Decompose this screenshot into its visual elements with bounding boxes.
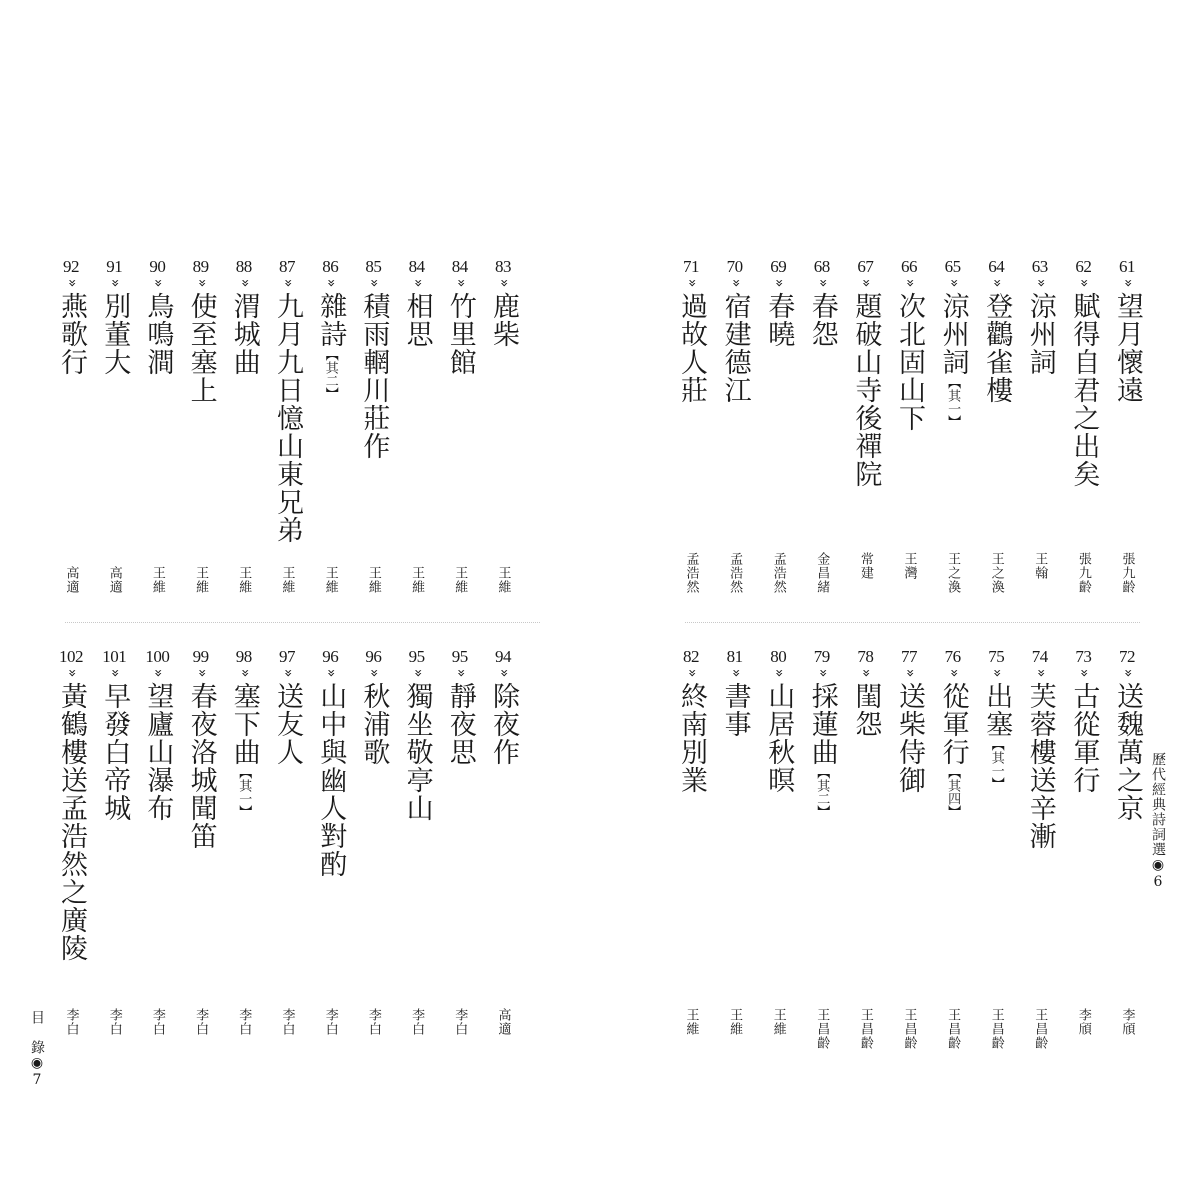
poet-name [351, 566, 395, 594]
poem-title: 春怨 [806, 292, 838, 348]
toc-entry[interactable] [265, 258, 309, 544]
poet-name-text: 王之渙 [945, 552, 961, 594]
page-number: 67 [857, 257, 874, 276]
poet-name-text: 孟浩然 [683, 552, 699, 594]
double-chevron-icon: » [945, 278, 962, 288]
poem-title: 塞下曲 [228, 682, 260, 766]
poet-name-text: 高適 [106, 566, 122, 594]
poet-name-text: 高適 [495, 1008, 511, 1036]
poem-title: 望廬山瀑布 [142, 682, 174, 822]
page-number: 98 [235, 647, 252, 666]
double-chevron-icon: » [193, 278, 210, 288]
page-number: 81 [726, 647, 743, 666]
poet-name [265, 566, 309, 594]
double-chevron-icon: » [902, 668, 918, 678]
double-chevron-icon: » [1032, 278, 1049, 288]
poet-name [49, 1008, 93, 1036]
poet-name [713, 1008, 757, 1036]
page-number: 76 [944, 647, 961, 666]
toc-entry[interactable] [92, 258, 136, 376]
poem-title: 送魏萬之京 [1112, 682, 1143, 822]
toc-entry[interactable] [1061, 258, 1105, 488]
toc-entry[interactable] [931, 258, 975, 428]
page-number: 95 [408, 647, 425, 666]
toc-entry[interactable] [265, 648, 309, 766]
poet-name [308, 566, 352, 594]
page-number: 74 [1031, 647, 1048, 666]
poet-name-text: 張九齡 [1075, 552, 1091, 594]
page-number: 90 [149, 257, 166, 276]
page-number: 101 [102, 647, 127, 666]
poem-title: 次北固山下 [894, 292, 925, 432]
poem-title: 涼州詞 [1024, 292, 1056, 376]
page-number: 85 [365, 257, 382, 276]
poet-name [92, 566, 136, 594]
poem-title: 別董大 [99, 292, 131, 376]
poem-title: 送柴侍御 [894, 682, 925, 794]
poet-name-text: 李白 [279, 1008, 295, 1036]
toc-entry[interactable] [756, 258, 800, 348]
poem-title: 秋浦歌 [358, 682, 390, 766]
poet-name [135, 566, 179, 594]
section-divider [65, 622, 540, 623]
toc-entry[interactable] [669, 258, 713, 404]
poet-name-text: 王維 [365, 566, 381, 594]
page-number: 102 [59, 647, 83, 666]
poet-name [481, 1008, 525, 1036]
toc-entry[interactable] [887, 258, 931, 432]
toc-entry[interactable] [887, 648, 931, 794]
page-number: 82 [683, 647, 699, 666]
poem-title: 宿建德江 [719, 292, 751, 404]
page-number: 79 [813, 647, 830, 666]
double-chevron-icon: » [150, 668, 167, 678]
double-chevron-icon: » [236, 668, 253, 678]
poem-title: 登鸛雀樓 [981, 292, 1013, 404]
page-number: 66 [901, 257, 917, 276]
poem-title: 古從軍行 [1068, 682, 1100, 794]
poet-name-text: 王維 [409, 566, 425, 594]
poem-title: 題破山寺後禪院 [850, 292, 882, 488]
poet-name-text: 王維 [149, 566, 165, 594]
poet-name [1061, 1008, 1105, 1036]
page-number: 80 [770, 647, 787, 666]
poet-name-text: 李頎 [1119, 1008, 1135, 1036]
poet-name-text: 王維 [770, 1008, 786, 1036]
poem-title: 賦得自君之出矣 [1068, 292, 1100, 488]
running-head-text: 歷代經典詩詞選◉6 [1150, 752, 1166, 891]
double-chevron-icon: » [771, 278, 788, 288]
page-number: 87 [279, 257, 295, 276]
toc-entry[interactable] [481, 648, 525, 766]
page-number: 62 [1075, 257, 1092, 276]
double-chevron-icon: » [727, 278, 744, 288]
double-chevron-icon: » [280, 668, 296, 678]
running-head-left [22, 1010, 52, 1089]
page-number: 88 [235, 257, 252, 276]
double-chevron-icon: » [858, 668, 875, 678]
page-number: 72 [1119, 647, 1135, 666]
double-chevron-icon: » [858, 278, 875, 288]
poet-name [222, 566, 266, 594]
poet-name [843, 552, 887, 580]
poet-name-text: 李白 [106, 1008, 122, 1036]
poem-title: 黃鶴樓送孟浩然之廣陵 [56, 682, 87, 962]
toc-entry[interactable] [974, 648, 1018, 790]
poet-name [756, 1008, 800, 1036]
poet-name-text: 王昌齡 [1032, 1008, 1048, 1050]
poet-name [438, 1008, 482, 1036]
double-chevron-icon: » [366, 278, 383, 288]
poet-name-text: 王昌齡 [901, 1008, 917, 1050]
poet-name-text: 王維 [452, 566, 468, 594]
poet-name-text: 孟浩然 [727, 552, 743, 594]
poet-name-text: 王昌齡 [857, 1008, 873, 1050]
toc-entry[interactable] [1018, 648, 1062, 850]
section-divider [685, 622, 1140, 623]
double-chevron-icon: » [1076, 668, 1093, 678]
poem-title: 出塞 [981, 682, 1013, 738]
toc-entry[interactable] [1105, 648, 1149, 822]
double-chevron-icon: » [945, 668, 962, 678]
poem-title: 書事 [719, 682, 751, 738]
double-chevron-icon: » [323, 668, 340, 678]
poet-name [669, 552, 713, 594]
poet-name-text: 王維 [279, 566, 295, 594]
page-number: 96 [365, 647, 382, 666]
poet-name [1018, 552, 1062, 580]
toc-entry[interactable] [179, 648, 223, 850]
double-chevron-icon: » [902, 278, 918, 288]
toc-entry[interactable] [438, 258, 482, 376]
poem-title: 靜夜思 [444, 682, 476, 766]
poem-number-note: 【其一】 [988, 738, 1004, 790]
toc-entry[interactable] [931, 648, 975, 818]
page-number: 71 [683, 257, 699, 276]
poet-name [713, 552, 757, 594]
page-number: 94 [495, 647, 511, 666]
poet-name [395, 566, 439, 594]
poet-name [265, 1008, 309, 1036]
poet-name [49, 566, 93, 594]
double-chevron-icon: » [684, 668, 700, 678]
double-chevron-icon: » [1120, 278, 1136, 288]
poet-name [974, 552, 1018, 594]
page-number: 97 [279, 647, 295, 666]
poem-number-note: 【其二】 [814, 766, 830, 818]
page-number: 91 [106, 257, 123, 276]
double-chevron-icon: » [452, 278, 469, 288]
toc-entry[interactable] [756, 648, 800, 794]
poem-title: 燕歌行 [56, 292, 87, 376]
double-chevron-icon: » [107, 278, 124, 288]
poet-name-text: 李白 [149, 1008, 165, 1036]
poem-title: 渭城曲 [228, 292, 260, 376]
poet-name-text: 李白 [365, 1008, 381, 1036]
poet-name [438, 566, 482, 594]
poet-name-text: 王昌齡 [988, 1008, 1004, 1050]
poet-name [974, 1008, 1018, 1050]
toc-entry[interactable] [800, 258, 844, 348]
poet-name [179, 566, 223, 594]
poem-title: 鳥鳴澗 [142, 292, 174, 376]
page-number: 77 [901, 647, 917, 666]
poem-title: 春夜洛城聞笛 [185, 682, 217, 850]
double-chevron-icon: » [771, 668, 788, 678]
double-chevron-icon: » [452, 668, 469, 678]
poet-name-text: 常建 [857, 552, 873, 580]
poem-title: 竹里館 [444, 292, 476, 376]
page-number: 68 [813, 257, 830, 276]
poet-name-text: 王維 [495, 566, 511, 594]
poem-title: 送友人 [272, 682, 303, 766]
toc-entry[interactable] [395, 648, 439, 822]
toc-entry[interactable] [308, 648, 352, 878]
toc-entry[interactable] [1105, 258, 1149, 404]
poem-title: 山中與幽人對酌 [315, 682, 347, 878]
poet-name [1105, 1008, 1149, 1036]
poet-name [931, 552, 975, 594]
poem-title: 閨怨 [850, 682, 882, 738]
poet-name-text: 王翰 [1032, 552, 1048, 580]
poet-name-text: 李白 [63, 1008, 79, 1036]
page-number: 95 [451, 647, 468, 666]
poet-name-text: 李頎 [1075, 1008, 1091, 1036]
poet-name [843, 1008, 887, 1050]
toc-entry[interactable] [713, 258, 757, 404]
page-number: 70 [726, 257, 743, 276]
poem-title: 涼州詞 [937, 292, 969, 376]
toc-entry[interactable] [351, 648, 395, 766]
poet-name [800, 1008, 844, 1050]
poet-name [351, 1008, 395, 1036]
toc-entry[interactable] [800, 648, 844, 818]
page-number: 89 [192, 257, 209, 276]
poem-title: 早發白帝城 [99, 682, 131, 822]
page-number: 69 [770, 257, 787, 276]
double-chevron-icon: » [150, 278, 167, 288]
poet-name-text: 高適 [63, 566, 79, 594]
double-chevron-icon: » [323, 278, 340, 288]
poet-name-text: 李白 [322, 1008, 338, 1036]
page-number: 65 [944, 257, 961, 276]
poem-title: 九月九日憶山東兄弟 [272, 292, 303, 544]
poet-name-text: 王維 [193, 566, 209, 594]
page-number: 96 [322, 647, 339, 666]
poem-title: 除夜作 [488, 682, 519, 766]
toc-entry[interactable] [713, 648, 757, 738]
toc-entry[interactable] [1018, 258, 1062, 376]
toc-entry[interactable] [843, 258, 887, 488]
page-number: 100 [145, 647, 170, 666]
poet-name [887, 552, 931, 580]
page-number: 83 [495, 257, 511, 276]
double-chevron-icon: » [1120, 668, 1136, 678]
poet-name-text: 王維 [236, 566, 252, 594]
poem-number-note: 【其四】 [945, 766, 961, 818]
double-chevron-icon: » [236, 278, 253, 288]
double-chevron-icon: » [64, 278, 80, 288]
poet-name [308, 1008, 352, 1036]
poem-number-note: 【其一】 [236, 766, 252, 818]
toc-entry[interactable] [308, 258, 352, 400]
poet-name-text: 王昌齡 [814, 1008, 830, 1050]
poet-name-text: 王之渙 [988, 552, 1004, 594]
page-number: 63 [1031, 257, 1048, 276]
poem-title: 山居秋暝 [763, 682, 795, 794]
toc-entry[interactable] [395, 258, 439, 348]
poet-name [1061, 552, 1105, 594]
poem-title: 鹿柴 [488, 292, 519, 348]
double-chevron-icon: » [684, 278, 700, 288]
page-number: 64 [988, 257, 1005, 276]
poem-title: 獨坐敬亭山 [401, 682, 433, 822]
poet-name [887, 1008, 931, 1050]
toc-entry[interactable] [222, 258, 266, 376]
poet-name-text: 張九齡 [1119, 552, 1135, 594]
poet-name [931, 1008, 975, 1050]
poet-name-text: 王維 [322, 566, 338, 594]
toc-entry[interactable] [135, 648, 179, 822]
toc-entry[interactable] [92, 648, 136, 822]
toc-entry[interactable] [843, 648, 887, 738]
poet-name-text: 金昌緒 [814, 552, 830, 594]
page-number: 75 [988, 647, 1005, 666]
poet-name [395, 1008, 439, 1036]
double-chevron-icon: » [496, 278, 512, 288]
poet-name [179, 1008, 223, 1036]
page-number: 84 [408, 257, 425, 276]
poem-title: 終南別業 [676, 682, 707, 794]
toc-entry[interactable] [481, 258, 525, 348]
toc-entry[interactable] [351, 258, 395, 460]
poem-title: 相思 [401, 292, 433, 348]
double-chevron-icon: » [727, 668, 744, 678]
page-number: 86 [322, 257, 339, 276]
page-number: 61 [1119, 257, 1135, 276]
poem-title: 採蓮曲 [806, 682, 838, 766]
double-chevron-icon: » [814, 278, 831, 288]
poem-title: 雜詩 [315, 292, 347, 348]
double-chevron-icon: » [496, 668, 512, 678]
poet-name-text: 李白 [452, 1008, 468, 1036]
poet-name [92, 1008, 136, 1036]
running-head-text: 目 錄◉7 [29, 1010, 45, 1089]
toc-entry[interactable] [669, 648, 713, 794]
double-chevron-icon: » [409, 668, 426, 678]
page-number: 84 [451, 257, 468, 276]
page-number: 99 [192, 647, 209, 666]
poet-name [135, 1008, 179, 1036]
poem-title: 積雨輞川莊作 [358, 292, 390, 460]
poet-name [756, 552, 800, 594]
page-number: 73 [1075, 647, 1092, 666]
double-chevron-icon: » [280, 278, 296, 288]
double-chevron-icon: » [989, 668, 1006, 678]
poem-title: 過故人莊 [676, 292, 707, 404]
double-chevron-icon: » [107, 668, 124, 678]
toc-entry[interactable] [179, 258, 223, 404]
double-chevron-icon: » [1076, 278, 1093, 288]
toc-entry[interactable] [438, 648, 482, 766]
toc-entry[interactable] [49, 648, 93, 962]
poem-number-note: 【其一】 [945, 376, 961, 428]
toc-entry[interactable] [49, 258, 93, 376]
double-chevron-icon: » [409, 278, 426, 288]
poet-name-text: 王維 [683, 1008, 699, 1036]
poet-name [222, 1008, 266, 1036]
page-number: 92 [63, 257, 79, 276]
toc-entry[interactable] [1061, 648, 1105, 794]
poem-title: 從軍行 [937, 682, 969, 766]
double-chevron-icon: » [366, 668, 383, 678]
poem-number-note: 【其二】 [322, 348, 338, 400]
poet-name [1105, 552, 1149, 594]
double-chevron-icon: » [814, 668, 831, 678]
poet-name [481, 566, 525, 594]
poet-name-text: 王灣 [901, 552, 917, 580]
poet-name-text: 李白 [409, 1008, 425, 1036]
poem-title: 使至塞上 [185, 292, 217, 404]
toc-entry[interactable] [222, 648, 266, 818]
double-chevron-icon: » [1032, 668, 1049, 678]
poet-name [669, 1008, 713, 1036]
double-chevron-icon: » [989, 278, 1006, 288]
poet-name-text: 王維 [727, 1008, 743, 1036]
poet-name-text: 李白 [236, 1008, 252, 1036]
poem-title: 芙蓉樓送辛漸 [1024, 682, 1056, 850]
toc-entry[interactable] [135, 258, 179, 376]
double-chevron-icon: » [64, 668, 80, 678]
double-chevron-icon: » [193, 668, 210, 678]
right-page-contents [600, 0, 1200, 1200]
poem-title: 春曉 [763, 292, 795, 348]
poet-name-text: 李白 [193, 1008, 209, 1036]
poet-name-text: 孟浩然 [770, 552, 786, 594]
toc-entry[interactable] [974, 258, 1018, 404]
poet-name-text: 王昌齡 [945, 1008, 961, 1050]
poet-name [1018, 1008, 1062, 1050]
poet-name [800, 552, 844, 594]
page-number: 78 [857, 647, 874, 666]
poem-title: 望月懷遠 [1112, 292, 1143, 404]
